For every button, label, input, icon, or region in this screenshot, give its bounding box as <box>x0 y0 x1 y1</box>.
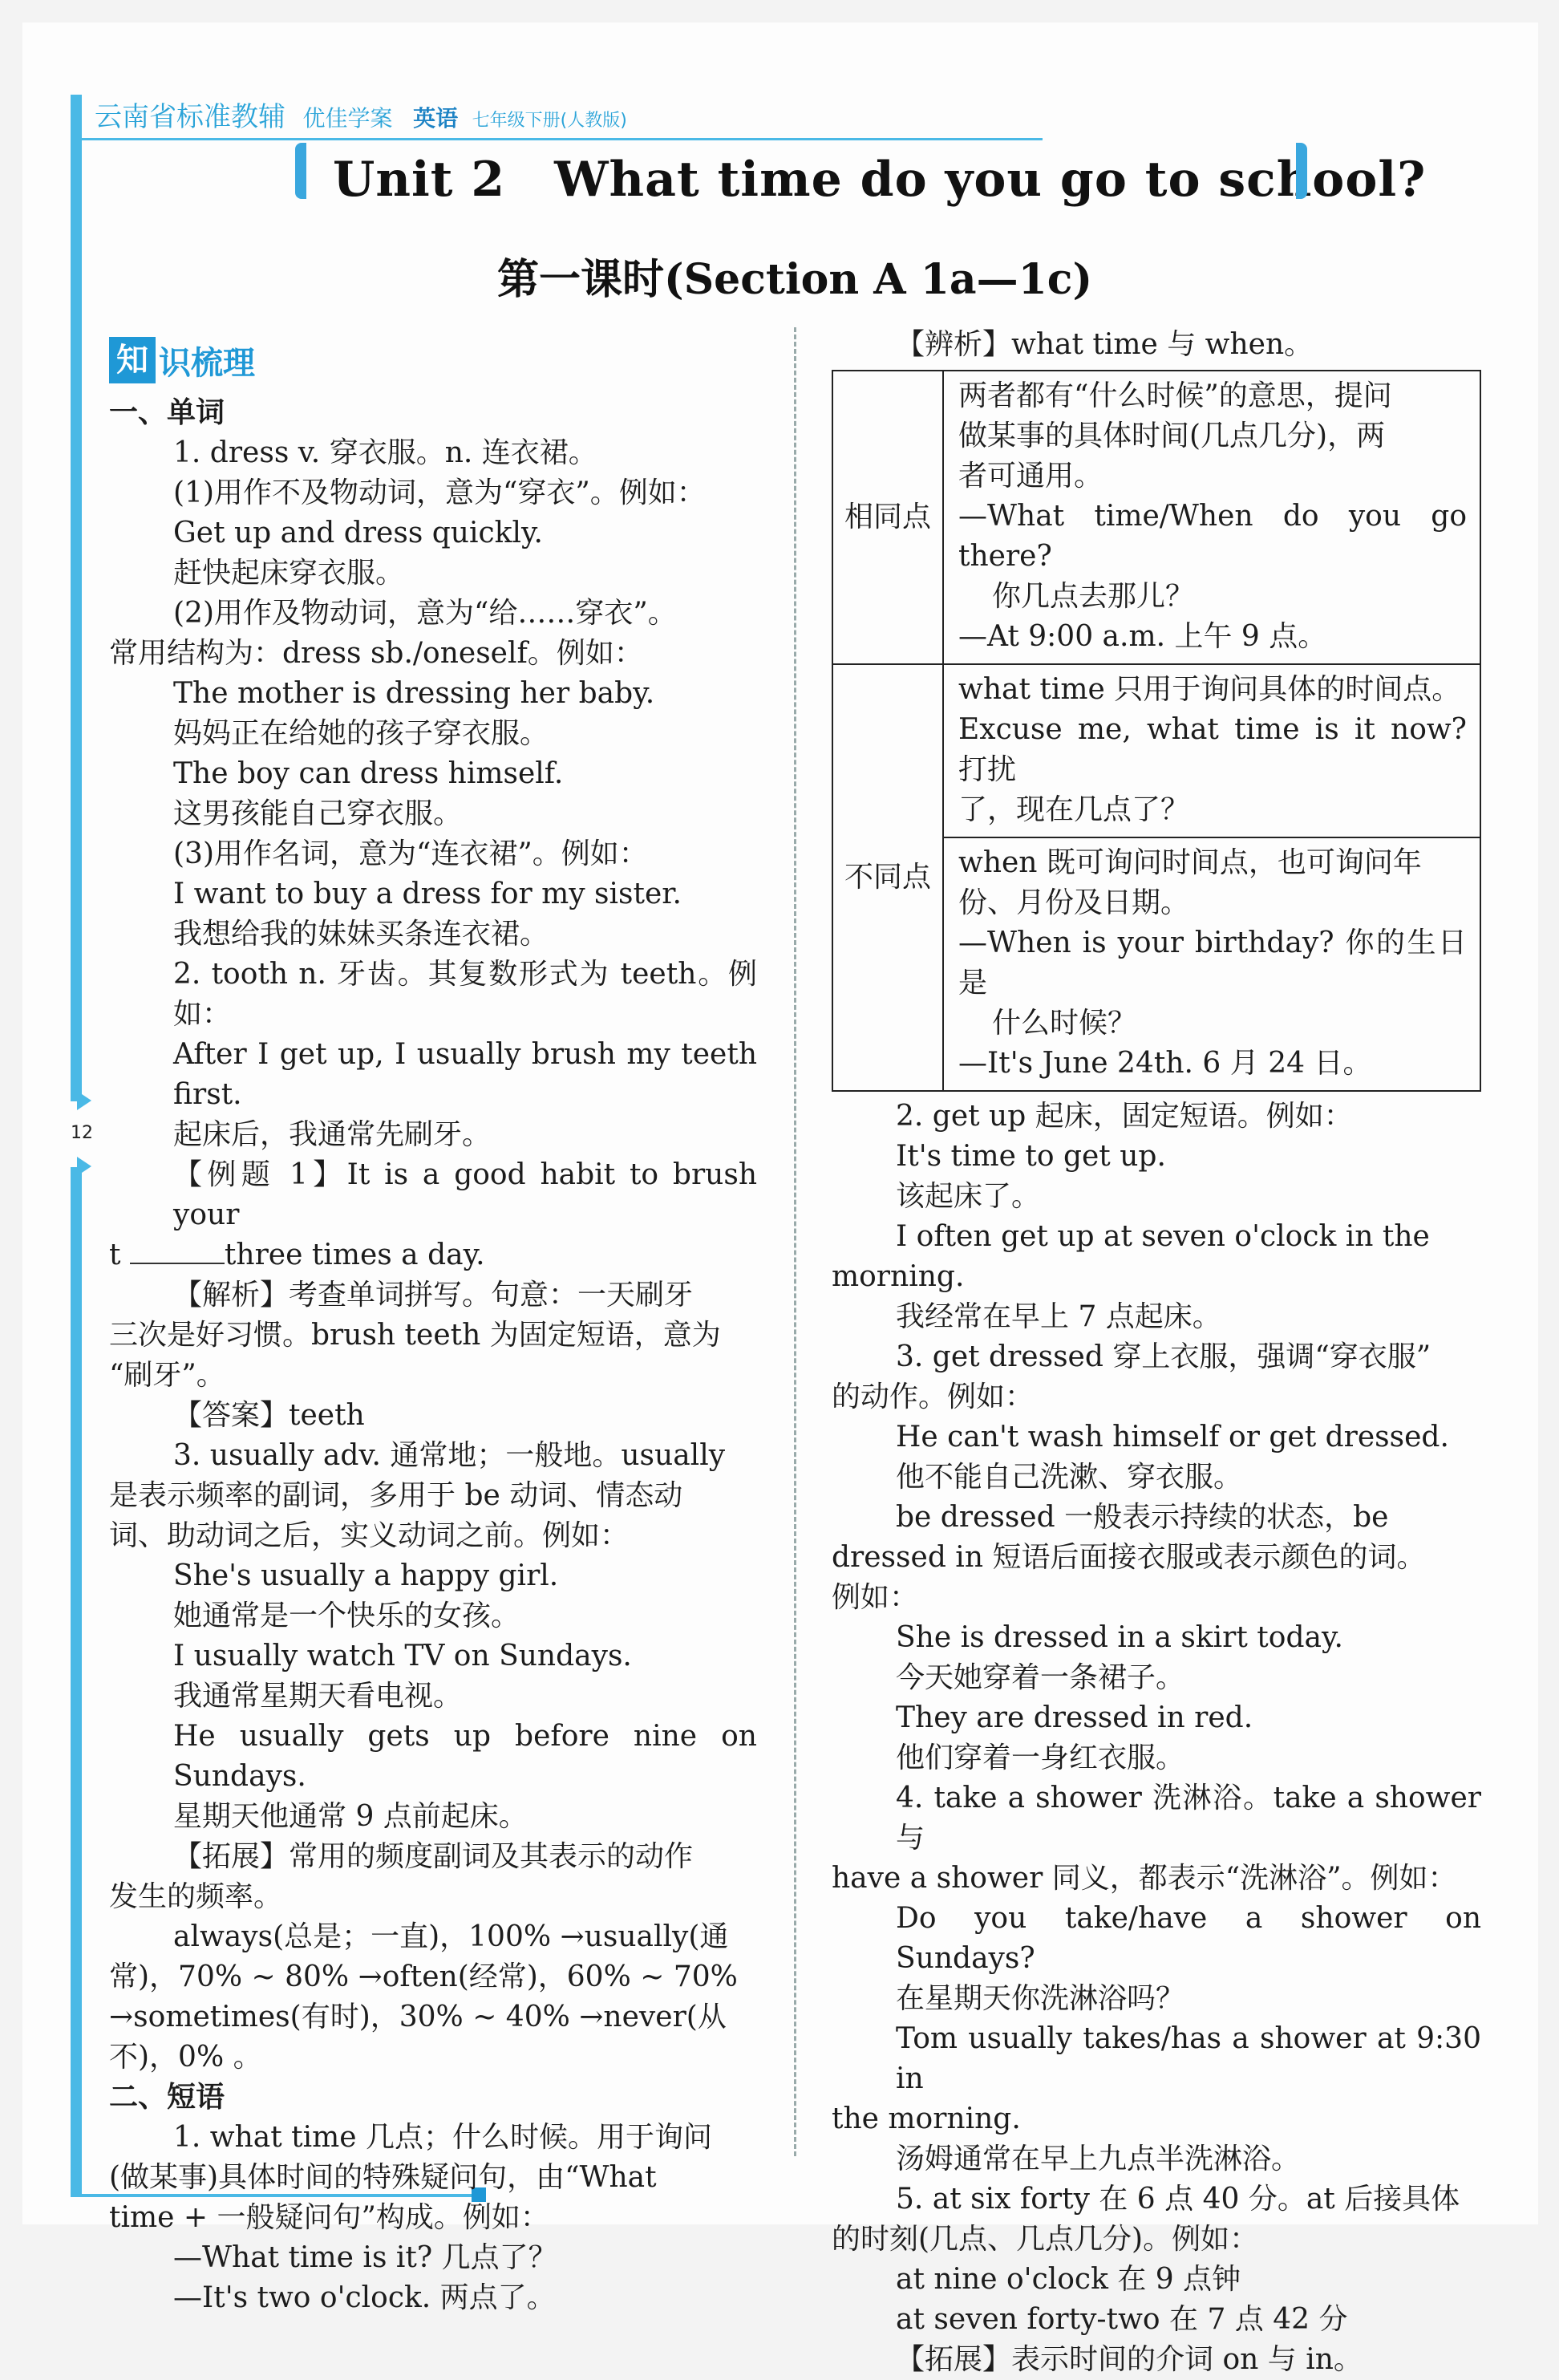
left-column <box>109 393 757 2318</box>
text-line: 的时刻(几点、几点几分)。例如： <box>832 2223 1259 2256</box>
text-line: They are dressed in red. <box>896 1701 1253 1734</box>
text-line: 4. take a shower 洗淋浴。take a shower 与 <box>896 1782 1481 1855</box>
compare-label-diff: 不同点 <box>832 664 943 1091</box>
table-cell-line: —It's June 24th. 6 月 24 日。 <box>958 1047 1372 1080</box>
compare-row-same <box>832 371 1480 664</box>
text-line: 我经常在早上 7 点起床。 <box>896 1300 1221 1333</box>
table-cell-line: 份、月份及日期。 <box>958 886 1190 919</box>
text-line: 5. at six forty 在 6 点 40 分。at 后接具体 <box>896 2183 1460 2216</box>
table-cell-line: Excuse me, what time is it now? 打扰 <box>958 713 1467 786</box>
text-line: 妈妈正在给她的孩子穿衣服。 <box>173 717 549 750</box>
text-line: She is dressed in a skirt today. <box>896 1621 1343 1654</box>
table-cell-line: 者可通用。 <box>958 460 1103 493</box>
text-line: dressed in 短语后面接衣服或表示颜色的词。 <box>832 1541 1426 1574</box>
section-badge-label: 识梳理 <box>159 344 255 382</box>
text-line: (2)用作及物动词，意为“给……穿衣”。 <box>173 597 677 630</box>
text-line: 我通常星期天看电视。 <box>173 1680 463 1713</box>
text-line: 汤姆通常在早上九点半洗淋浴。 <box>896 2143 1301 2175</box>
section-heading: 一、单词 <box>109 396 225 429</box>
text-line: 2. tooth n. 牙齿。其复数形式为 teeth。例如： <box>173 958 757 1031</box>
exercise-suffix: three times a day. <box>224 1239 485 1271</box>
text-line: 赶快起床穿衣服。 <box>173 557 405 590</box>
compare-row-diff <box>832 664 1480 837</box>
unit-title <box>301 141 1427 210</box>
text-line: 这男孩能自己穿衣服。 <box>173 797 463 830</box>
table-cell-line: —When is your birthday? 你的生日是 <box>958 926 1467 999</box>
unit-title-text: Unit 2 What time do you go to school? <box>333 152 1427 208</box>
text-line: 不)，0% 。 <box>109 2041 262 2074</box>
text-line: 该起床了。 <box>896 1180 1041 1213</box>
header-grade: 七年级下册(人教版) <box>472 111 627 131</box>
text-line: (3)用作名词，意为“连衣裙”。例如： <box>173 837 648 870</box>
text-line: 她通常是一个快乐的女孩。 <box>173 1600 520 1632</box>
text-line: I often get up at seven o'clock in the <box>896 1220 1430 1253</box>
text-line: →sometimes(有时)，30% ~ 40% →never(从 <box>109 2001 727 2033</box>
text-line: 是表示频率的副词，多用于 be 动词、情态动 <box>109 1479 683 1512</box>
text-line: Do you take/have a shower on Sundays? <box>896 1902 1481 1975</box>
text-line: He usually gets up before nine on Sundays. <box>173 1720 757 1793</box>
right-column <box>832 325 1481 2380</box>
text-line: 3. usually adv. 通常地；一般地。usually <box>173 1439 726 1472</box>
text-line: I want to buy a dress for my sister. <box>173 878 682 910</box>
compare-cell-diff-when <box>943 837 1480 1091</box>
text-line: 他不能自己洗漱、穿衣服。 <box>896 1461 1243 1494</box>
text-line: 【答案】teeth <box>173 1399 365 1432</box>
text-line: morning. <box>832 1260 965 1293</box>
text-line: 【拓展】常用的频度副词及其表示的动作 <box>173 1840 694 1873</box>
table-cell-line: —At 9:00 a.m. 上午 9 点。 <box>958 620 1327 653</box>
lesson-title: 第一课时(Section A 1a—1c) <box>497 255 1093 304</box>
header-brand: 云南省标准教辅 <box>95 101 285 133</box>
exercise-line <box>109 1235 757 1275</box>
answer-blank <box>130 1237 225 1264</box>
table-cell-line: 了，现在几点了？ <box>958 793 1190 826</box>
table-cell-line: when 既可询问时间点，也可询问年 <box>958 846 1422 879</box>
text-line: “刷牙”。 <box>109 1359 225 1392</box>
left-margin-bar-bottom <box>71 1167 82 2194</box>
section-badge-icon: 知 <box>109 337 156 383</box>
text-line: —It's two o'clock. 两点了。 <box>173 2281 556 2314</box>
text-line: 3. get dressed 穿上衣服，强调“穿衣服” <box>896 1340 1431 1373</box>
text-line: Tom usually takes/has a shower at 9:30 in <box>896 2022 1481 2095</box>
text-line: The mother is dressing her baby. <box>173 677 655 710</box>
text-line: 常用结构为：dress sb./oneself。例如： <box>109 637 643 670</box>
text-line: 1. dress v. 穿衣服。n. 连衣裙。 <box>173 436 597 469</box>
text-line: 他们穿着一身红衣服。 <box>896 1741 1185 1774</box>
table-cell-line: 两者都有“什么时候”的意思，提问 <box>958 379 1392 412</box>
text-line: He can't wash himself or get dressed. <box>896 1421 1449 1454</box>
column-divider <box>794 327 796 2156</box>
text-line: I usually watch TV on Sundays. <box>173 1640 632 1672</box>
compare-label-same: 相同点 <box>832 371 943 664</box>
text-line: Get up and dress quickly. <box>173 517 543 549</box>
compare-cell-same <box>943 371 1480 664</box>
text-line: 我想给我的妹妹买条连衣裙。 <box>173 918 549 951</box>
text-line: (做某事)具体时间的特殊疑问句，由“What <box>109 2161 657 2194</box>
compare-table <box>832 370 1481 1092</box>
text-line: 2. get up 起床，固定短语。例如： <box>896 1100 1353 1133</box>
compare-intro: 【辨析】what time 与 when。 <box>896 328 1314 361</box>
table-cell-line: —What time/When do you go there? <box>958 500 1467 573</box>
text-line: 三次是好习惯。brush teeth 为固定短语，意为 <box>109 1319 721 1352</box>
text-line: 词、助动词之后，实义动词之前。例如： <box>109 1519 630 1552</box>
text-line: 发生的频率。 <box>109 1880 283 1913</box>
text-line: be dressed 一般表示持续的状态，be <box>896 1501 1389 1534</box>
text-line: 的动作。例如： <box>832 1381 1035 1413</box>
text-line: The boy can dress himself. <box>173 757 564 790</box>
header-series: 优佳学案 <box>302 105 393 132</box>
text-line: (1)用作不及物动词，意为“穿衣”。例如： <box>173 476 706 509</box>
title-bracket-right <box>1278 143 1307 199</box>
text-line: After I get up, I usually brush my teeth first. <box>173 1038 757 1111</box>
running-header <box>95 95 627 134</box>
text-line: the morning. <box>832 2102 1021 2135</box>
table-cell-line: what time 只用于询问具体的时间点。 <box>958 673 1461 706</box>
text-line: She's usually a happy girl. <box>173 1559 559 1592</box>
text-line: 【拓展】表示时间的介词 on 与 in。 <box>896 2343 1363 2376</box>
compare-cell-diff-what-time <box>943 664 1480 837</box>
margin-notch-upper <box>77 1091 91 1110</box>
text-line: 【例题 1】It is a good habit to brush your <box>173 1158 757 1231</box>
text-line: —What time is it? 几点了？ <box>173 2241 557 2274</box>
text-line: at nine o'clock 在 9 点钟 <box>896 2263 1241 2296</box>
table-cell-line: 什么时候？ <box>992 1007 1137 1040</box>
header-subject: 英语 <box>413 105 459 132</box>
exercise-prefix: t <box>109 1239 130 1271</box>
text-line: have a shower 同义，都表示“洗淋浴”。例如： <box>832 1862 1457 1895</box>
text-line: 【解析】考查单词拼写。句意：一天刷牙 <box>173 1279 694 1312</box>
section-heading: 二、短语 <box>109 2081 225 2114</box>
text-line: 1. what time 几点；什么时候。用于询问 <box>173 2121 713 2154</box>
text-line: 星期天他通常 9 点前起床。 <box>173 1800 528 1833</box>
section-badge <box>109 337 255 383</box>
text-line: time + 一般疑问句”构成。例如： <box>109 2201 549 2234</box>
text-line: 常)，70% ~ 80% →often(经常)，60% ~ 70% <box>109 1960 738 1993</box>
text-line: 起床后，我通常先刷牙。 <box>173 1118 492 1151</box>
text-line: always(总是；一直)，100% →usually(通 <box>173 1920 729 1953</box>
right-column-body <box>832 1097 1481 2380</box>
text-line: 例如： <box>832 1581 919 1614</box>
table-cell-line: 你几点去那儿？ <box>992 580 1195 613</box>
text-line: at seven forty-two 在 7 点 42 分 <box>896 2303 1348 2336</box>
text-line: 在星期天你洗淋浴吗？ <box>896 1982 1185 2015</box>
table-cell-line: 做某事的具体时间(几点几分)，两 <box>958 420 1386 452</box>
text-line: 今天她穿着一条裙子。 <box>896 1661 1185 1694</box>
text-line: It's time to get up. <box>896 1140 1166 1173</box>
left-margin-bar-top <box>71 95 82 1101</box>
page-number: 12 <box>71 1123 93 1143</box>
header-rule <box>80 138 1043 140</box>
